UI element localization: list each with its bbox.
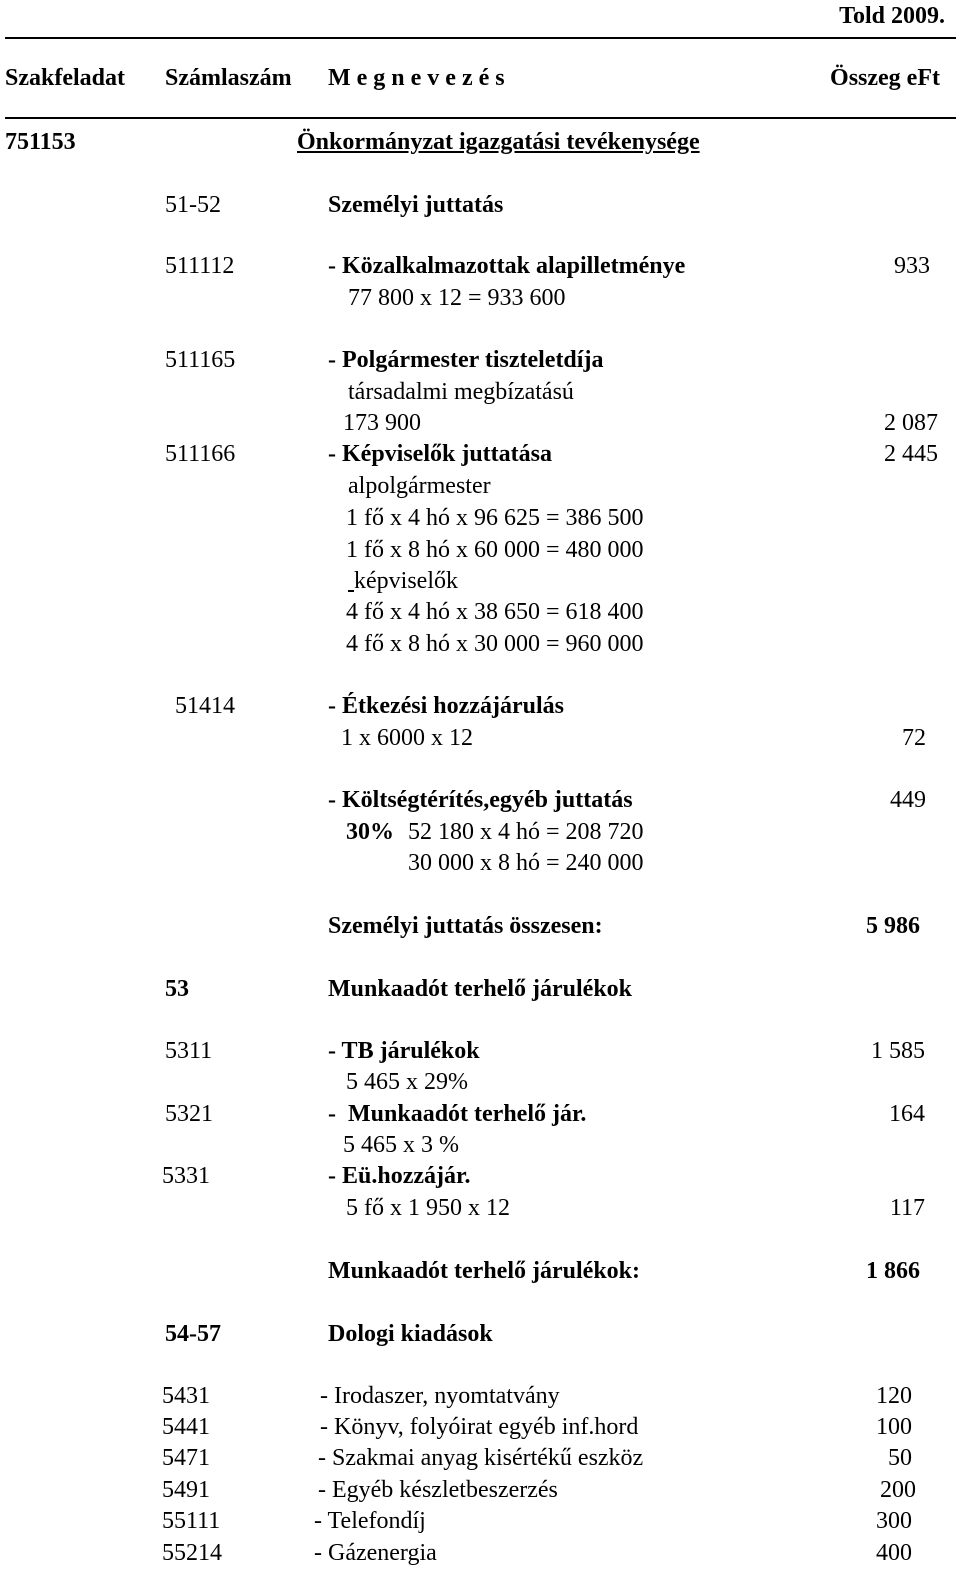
item-label: - Gázenergia xyxy=(314,1540,437,1566)
item-label: - TB járulékok xyxy=(328,1038,480,1064)
material-code: 54-57 xyxy=(165,1321,221,1347)
item-code: 55111 xyxy=(162,1508,221,1534)
item-amount: 449 xyxy=(890,787,926,813)
item-amount: 100 xyxy=(876,1414,912,1440)
contrib-total: 1 866 xyxy=(866,1258,920,1284)
item-detail: 1 fő x 8 hó x 60 000 = 480 000 xyxy=(346,537,644,563)
header-top-rule xyxy=(5,37,956,39)
item-amount: 72 xyxy=(902,725,926,751)
item-detail-prefix: 30% xyxy=(346,819,394,845)
personal-total: 5 986 xyxy=(866,913,920,939)
item-detail: 52 180 x 4 hó = 208 720 xyxy=(408,819,644,845)
item-amount: 120 xyxy=(876,1383,912,1409)
item-detail: 4 fő x 4 hó x 38 650 = 618 400 xyxy=(346,599,644,625)
item-label: - Polgármester tiszteletdíja xyxy=(328,347,604,373)
item-detail xyxy=(342,569,458,594)
contrib-title: Munkaadót terhelő járulékok xyxy=(328,976,633,1002)
item-amount: 2 087 xyxy=(884,410,938,436)
item-code: 511112 xyxy=(165,253,235,279)
personal-title: Személyi juttatás xyxy=(328,192,504,218)
section-code: 751153 xyxy=(5,129,76,155)
item-amount: 117 xyxy=(889,1195,925,1221)
item-label: - Könyv, folyóirat egyéb inf.hord xyxy=(320,1414,639,1440)
header-bottom-rule xyxy=(5,117,956,119)
personal-code: 51-52 xyxy=(165,192,221,218)
item-amount: 933 xyxy=(894,253,930,279)
item-detail: társadalmi megbízatású xyxy=(348,379,574,405)
item-amount: 400 xyxy=(876,1540,912,1566)
item-detail: alpolgármester xyxy=(348,473,491,499)
item-amount: 200 xyxy=(880,1477,916,1503)
item-code: 5491 xyxy=(162,1477,210,1503)
item-amount: 50 xyxy=(888,1445,912,1471)
item-label: - Munkaadót terhelő jár. xyxy=(328,1101,587,1127)
item-code: 51414 xyxy=(175,693,235,719)
item-code: 5431 xyxy=(162,1383,210,1409)
item-detail: 1 x 6000 x 12 xyxy=(341,725,473,751)
item-amount: 1 585 xyxy=(871,1038,925,1064)
item-code: 5331 xyxy=(162,1163,210,1189)
continued-label: Told 2009. xyxy=(839,3,945,29)
personal-total-label: Személyi juttatás összesen: xyxy=(328,913,603,939)
item-detail: 5 465 x 3 % xyxy=(343,1132,459,1158)
item-label: - Irodaszer, nyomtatvány xyxy=(320,1383,560,1409)
item-detail: 5 465 x 29% xyxy=(346,1069,468,1095)
column-header-osszeg: Összeg eFt xyxy=(830,65,940,91)
item-code: 5441 xyxy=(162,1414,210,1440)
item-detail: 77 800 x 12 = 933 600 xyxy=(348,285,566,311)
column-header-megnevezes: M e g n e v e z é s xyxy=(328,65,505,91)
item-code: 5471 xyxy=(162,1445,210,1471)
contrib-total-label: Munkaadót terhelő járulékok: xyxy=(328,1258,640,1284)
item-amount: 300 xyxy=(876,1508,912,1534)
section-title: Önkormányzat igazgatási tevékenysége xyxy=(297,129,700,155)
item-amount: 2 445 xyxy=(884,441,938,467)
item-detail-text: képviselők xyxy=(354,568,458,594)
item-label: - Szakmai anyag kisértékű eszköz xyxy=(318,1445,644,1471)
item-detail: 5 fő x 1 950 x 12 xyxy=(346,1195,510,1221)
item-code: 55214 xyxy=(162,1540,222,1566)
column-header-szakfeladat: Szakfeladat xyxy=(5,65,125,91)
item-code: 511165 xyxy=(165,347,236,373)
item-label: - Egyéb készletbeszerzés xyxy=(318,1477,558,1503)
item-code: 511166 xyxy=(165,441,236,467)
item-label: - Közalkalmazottak alapilletménye xyxy=(328,253,686,279)
item-code: 5321 xyxy=(165,1101,213,1127)
item-label: - Költségtérítés,egyéb juttatás xyxy=(328,787,633,813)
material-title: Dologi kiadások xyxy=(328,1321,493,1347)
item-amount: 164 xyxy=(889,1101,925,1127)
item-detail: 30 000 x 8 hó = 240 000 xyxy=(408,850,644,876)
column-header-szamlaszam: Számlaszám xyxy=(165,65,292,91)
contrib-code: 53 xyxy=(165,976,189,1002)
item-detail: 4 fő x 8 hó x 30 000 = 960 000 xyxy=(346,631,644,657)
item-code: 5311 xyxy=(165,1038,213,1064)
item-label: - Eü.hozzájár. xyxy=(328,1163,471,1189)
item-detail: 173 900 xyxy=(343,410,421,436)
item-detail: 1 fő x 4 hó x 96 625 = 386 500 xyxy=(346,505,644,531)
item-label: - Képviselők juttatása xyxy=(328,441,552,467)
item-label: - Étkezési hozzájárulás xyxy=(328,693,564,719)
item-label: - Telefondíj xyxy=(314,1508,426,1534)
